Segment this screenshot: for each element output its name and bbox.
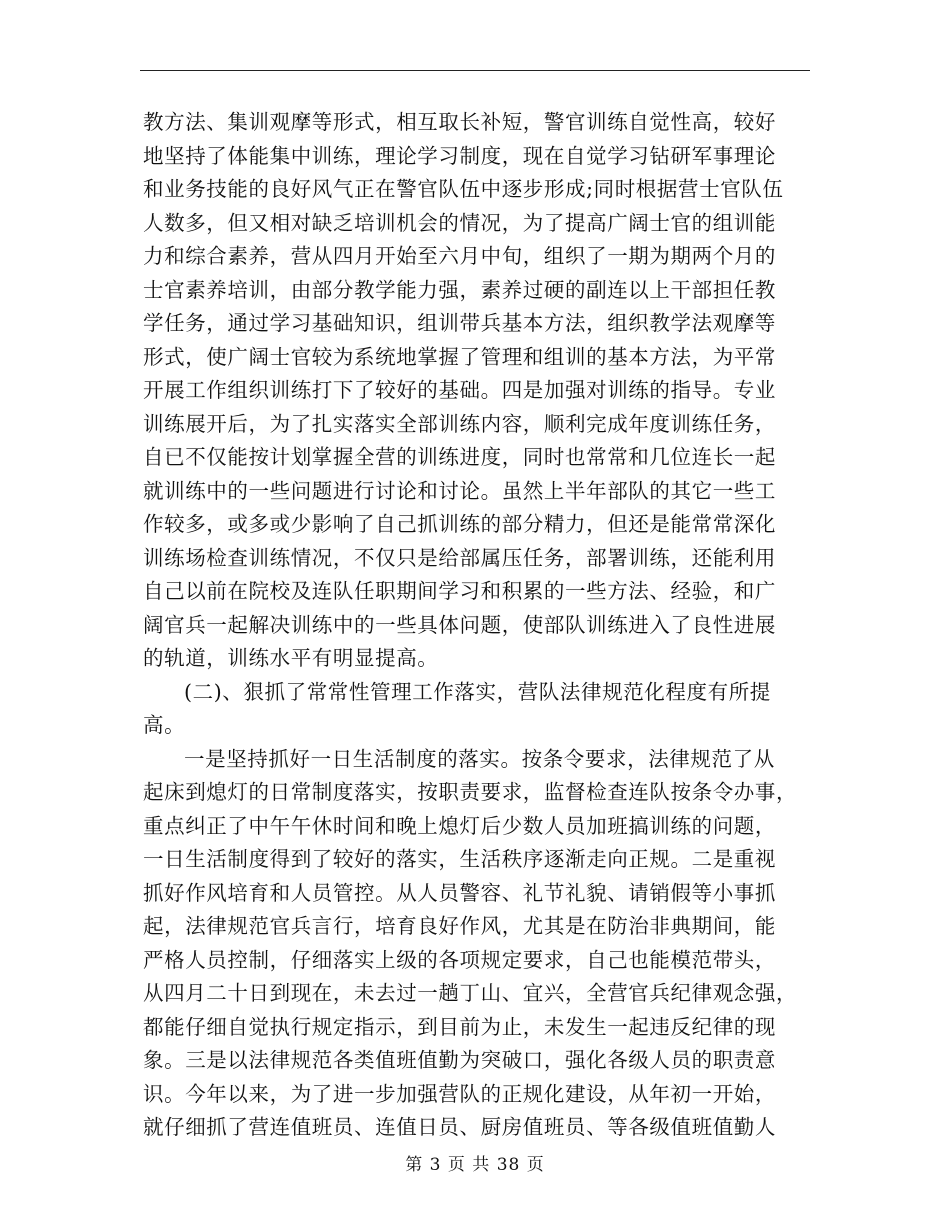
page-footer: 第 3 页 共 38 页 [405, 1155, 545, 1175]
text-line: 学任务，通过学习基础知识，组训带兵基本方法，组织教学法观摩等 [143, 311, 776, 335]
text-line: 起，法律规范官兵言行，培育良好作风，尤其是在防治非典期间，能 [143, 914, 776, 938]
text-line: 作较多，或多或少影响了自己抓训练的部分精力，但还是能常常深化 [143, 512, 776, 536]
text-line: 力和综合素养，营从四月开始至六月中旬，组织了一期为期两个月的 [143, 244, 776, 268]
text-line: 形式，使广阔士官较为系统地掌握了管理和组训的基本方法，为平常 [143, 344, 776, 369]
paragraph-first-line: 一是坚持抓好一日生活制度的落实。按条令要求，法律规范了从 [184, 746, 775, 771]
text-line: 开展工作组织训练打下了较好的基础。四是加强对训练的指导。专业 [143, 378, 776, 402]
text-line: 就训练中的一些问题进行讨论和讨论。虽然上半年部队的其它一些工 [143, 478, 776, 503]
text-line: 都能仔细自觉执行规定指示，到目前为止，未发生一起违反纪律的现 [143, 1014, 776, 1039]
text-line: 严格人员控制，仔细落实上级的各项规定要求，自己也能模范带头， [143, 947, 776, 972]
text-line: 从四月二十日到现在，未去过一趟丁山、宜兴，全营官兵纪律观念强， [143, 981, 798, 1005]
text-line: 阔官兵一起解决训练中的一些具体问题，使部队训练进入了良性进展 [143, 612, 776, 637]
text-line: 象。三是以法律规范各类值班值勤为突破口，强化各级人员的职责意 [143, 1048, 776, 1072]
text-line: 就仔细抓了营连值班员、连值日员、厨房值班员、等各级值班值勤人 [143, 1115, 776, 1139]
text-line: 人数多，但又相对缺乏培训机会的情况，为了提高广阔士官的组训能 [143, 210, 776, 235]
text-line: 训练展开后，为了扎实落实全部训练内容，顺利完成年度训练任务， [143, 411, 776, 436]
text-line: 和业务技能的良好风气正在警官队伍中逐步形成;同时根据营士官队伍 [143, 177, 784, 201]
section-heading-line: (二)、狠抓了常常性管理工作落实，营队法律规范化程度有所提 [184, 679, 771, 704]
text-line: 起床到熄灯的日常制度落实，按职责要求，监督检查连队按条令办事， [143, 780, 798, 804]
text-line: 识。今年以来，为了进一步加强营队的正规化建设，从年初一开始， [143, 1081, 776, 1106]
text-line: 自己以前在院校及连队任职期间学习和积累的一些方法、经验，和广 [143, 579, 776, 603]
text-line: 的轨道，训练水平有明显提高。 [143, 646, 439, 670]
text-line: 训练场检查训练情况，不仅只是给部属压任务，部署训练，还能利用 [143, 545, 776, 570]
header-rule [140, 70, 810, 71]
text-line: 士官素养培训，由部分教学能力强，素养过硬的副连以上干部担任教 [143, 277, 776, 302]
text-line: 一日生活制度得到了较好的落实，生活秩序逐渐走向正规。二是重视 [143, 847, 776, 871]
body-text [143, 106, 813, 1145]
text-line: 教方法、集训观摩等形式，相互取长补短，警官训练自觉性高，较好 [143, 110, 776, 134]
text-line: 重点纠正了中午午休时间和晚上熄灯后少数人员加班搞训练的问题， [143, 813, 776, 838]
text-line: 地坚持了体能集中训练，理论学习制度，现在自觉学习钻研军事理论 [143, 143, 776, 168]
text-line: 抓好作风培育和人员管控。从人员警容、礼节礼貌、请销假等小事抓 [143, 880, 776, 905]
text-line: 自已不仅能按计划掌握全营的训练进度，同时也常常和几位连长一起 [143, 445, 776, 469]
section-heading-line: 高。 [143, 713, 186, 737]
